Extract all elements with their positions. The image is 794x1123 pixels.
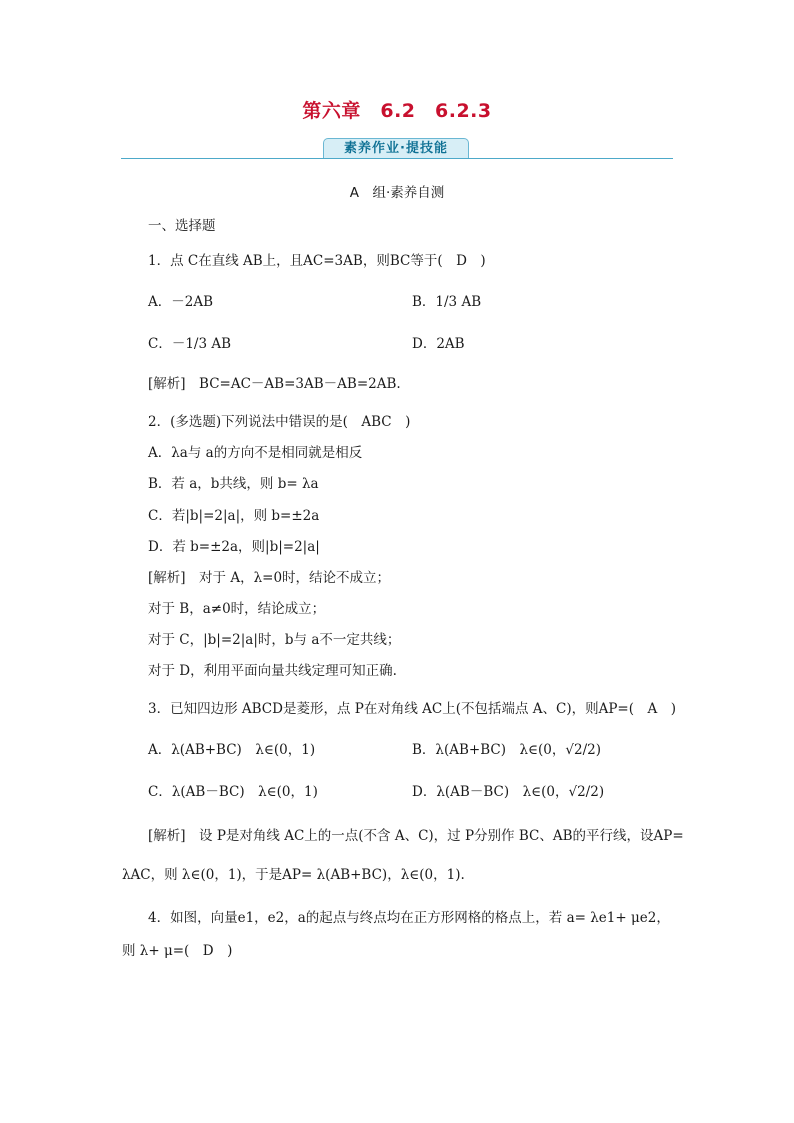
- q2-option-d: D．若 b=±2a，则|b|=2|a|: [148, 539, 320, 555]
- q2-option-c: C．若|b|=2|a|，则 b=±2a: [148, 508, 320, 524]
- q2-option-a: A．λa与 a的方向不是相同就是相反: [148, 445, 363, 461]
- q1-stem: 1．点 C在直线 AB上，且AC=3AB，则BC等于( D ): [148, 253, 486, 269]
- q2-stem: 2．(多选题)下列说法中错误的是( ABC ): [148, 414, 411, 430]
- q2-option-b: B．若 a，b共线，则 b= λa: [148, 476, 319, 492]
- q1-option-d: D．2AB: [412, 336, 465, 352]
- q3-option-a: A．λ(AB+BC) λ∈(0，1): [148, 742, 316, 758]
- group-heading: A 组·素养自测: [349, 185, 445, 201]
- q4-stem: 4．如图，向量e1，e2，a的起点与终点均在正方形网格的格点上，若 a= λe1+ μe2，: [148, 910, 670, 926]
- header-rule: [121, 158, 673, 159]
- q3-option-b: B．λ(AB+BC) λ∈(0，√2/2): [412, 742, 601, 758]
- q3-analysis-line: [解析] 设 P是对角线 AC上的一点(不含 A、C)，过 P分别作 BC、AB的平行线，设AP=: [148, 828, 684, 844]
- q2-analysis-line: 对于 B，a≠0时，结论成立；: [148, 601, 326, 617]
- section-banner: 素养作业·提技能: [323, 138, 469, 159]
- q2-analysis-line: [解析] 对于 A，λ=0时，结论不成立；: [148, 570, 391, 586]
- q1-analysis: [解析] BC=AC－AB=3AB－AB=2AB.: [148, 376, 401, 392]
- q3-analysis-line: λAC，则 λ∈(0，1)，于是AP= λ(AB+BC)，λ∈(0，1).: [122, 867, 465, 883]
- q3-option-c: C．λ(AB－BC) λ∈(0，1): [148, 784, 318, 800]
- q4-stem-continued: 则 λ+ μ=( D ): [122, 943, 233, 959]
- q1-option-b: B．1/3 AB: [412, 294, 482, 310]
- q1-option-c: C．－1/3 AB: [148, 336, 232, 352]
- q2-analysis-line: 对于 D，利用平面向量共线定理可知正确.: [148, 663, 397, 679]
- q3-option-d: D．λ(AB－BC) λ∈(0，√2/2): [412, 784, 605, 800]
- chapter-title: 第六章 6.2 6.2.3: [302, 100, 492, 122]
- q3-stem: 3．已知四边形 ABCD是菱形，点 P在对角线 AC上(不包括端点 A、C)，则AP=( A ): [148, 701, 677, 717]
- q2-analysis-line: 对于 C，|b|=2|a|时，b与 a不一定共线；: [148, 632, 401, 648]
- section-type-heading: 一、选择题: [148, 218, 216, 234]
- q1-option-a: A．－2AB: [148, 294, 214, 310]
